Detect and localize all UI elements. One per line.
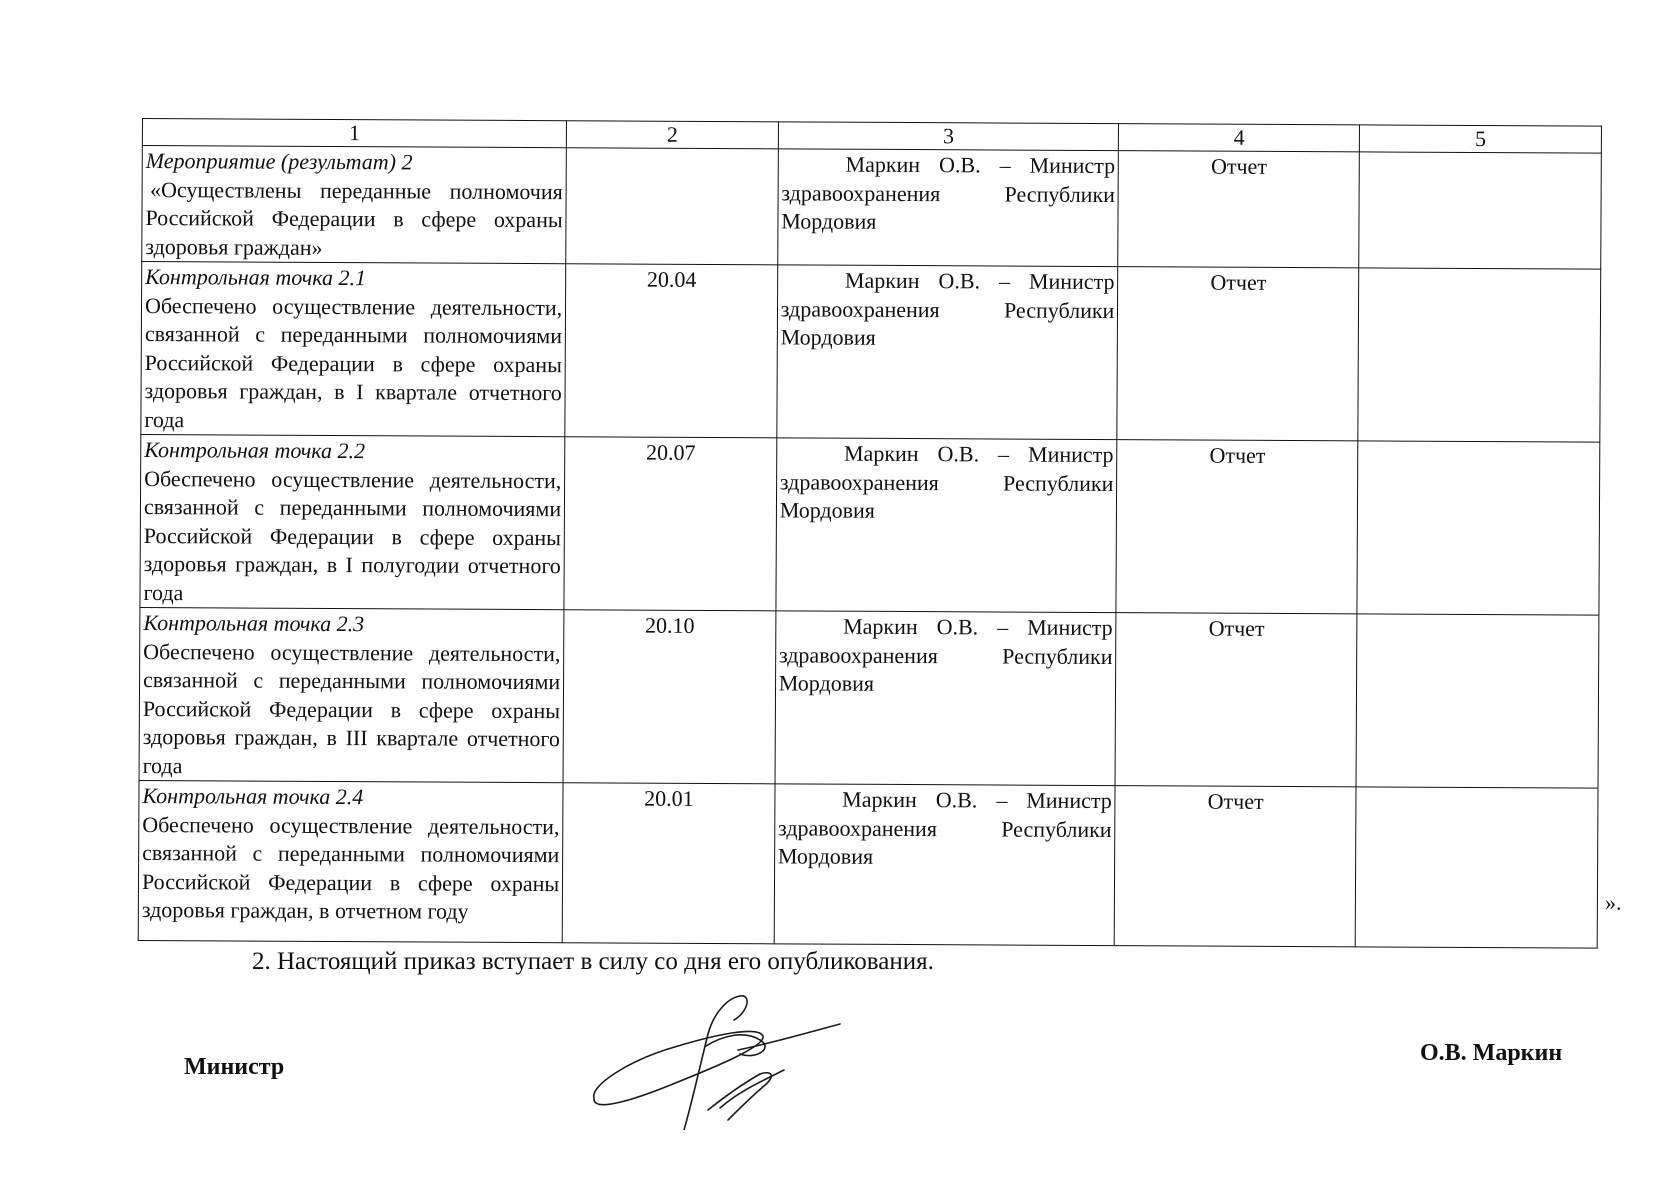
table-row bbox=[142, 146, 1602, 270]
row-description: Обеспечено осуществление деятельности, связанной с переданными полномочиями Российской Федерации в сфере охраны здоровья граждан, в отчетном году bbox=[141, 811, 560, 924]
row-description: «Осуществлены переданные полномочия Российской Федерации в сфере охраны здоровья граждан» bbox=[145, 176, 563, 260]
row-title: Контрольная точка 2.2 bbox=[144, 437, 366, 464]
activity-cell bbox=[140, 434, 565, 609]
row-title: Контрольная точка 2.1 bbox=[145, 264, 367, 291]
row-description: Обеспечено осуществление деятельности, связанной с переданными полномочиями Российской Федерации в сфере охраны здоровья граждан, в I квартале отчетного года bbox=[144, 292, 563, 432]
activity-cell bbox=[138, 780, 563, 942]
empty-cell bbox=[1358, 268, 1601, 442]
responsible-cell bbox=[776, 438, 1117, 613]
report-cell: Отчет bbox=[1115, 786, 1357, 947]
responsible-position: здравоохранения Республики Мордовия bbox=[778, 641, 1113, 696]
signatory-name: О.В. Маркин bbox=[1420, 1040, 1563, 1066]
responsible-cell bbox=[774, 784, 1115, 946]
responsible-name: Маркин О.В. – Министр bbox=[844, 267, 1115, 295]
date-cell: 20.01 bbox=[562, 783, 774, 944]
header-cell: 5 bbox=[1359, 125, 1601, 153]
order-paragraph: 2. Настоящий приказ вступает в силу со дня его опубликования. bbox=[252, 948, 934, 975]
date-cell: 20.07 bbox=[564, 437, 776, 611]
activity-cell bbox=[141, 262, 566, 437]
date-cell bbox=[566, 148, 778, 265]
responsible-position: здравоохранения Республики Мордовия bbox=[779, 468, 1114, 523]
header-cell: 3 bbox=[778, 122, 1119, 151]
responsible-cell bbox=[778, 149, 1119, 267]
responsible-name: Маркин О.В. – Министр bbox=[845, 151, 1116, 179]
responsible-cell bbox=[777, 265, 1118, 440]
empty-cell bbox=[1356, 614, 1599, 788]
report-cell: Отчет bbox=[1117, 267, 1359, 441]
empty-cell bbox=[1355, 787, 1598, 948]
responsible-name: Маркин О.В. – Министр bbox=[842, 786, 1112, 814]
row-description: Обеспечено осуществление деятельности, связанной с переданными полномочиями Российской Федерации в сфере охраны здоровья граждан, в I полугодии отчетного года bbox=[143, 465, 562, 605]
report-cell: Отчет bbox=[1116, 440, 1358, 614]
responsible-name: Маркин О.В. – Министр bbox=[843, 440, 1114, 468]
activity-cell bbox=[142, 146, 567, 264]
table-row bbox=[141, 262, 1601, 443]
responsible-position: здравоохранения Республики Мордовия bbox=[781, 179, 1116, 234]
responsible-position: здравоохранения Республики Мордовия bbox=[780, 295, 1115, 350]
empty-cell bbox=[1357, 441, 1600, 615]
empty-cell bbox=[1359, 152, 1601, 269]
row-title: Контрольная точка 2.3 bbox=[143, 610, 365, 637]
table-row bbox=[140, 434, 1600, 615]
signatory-position: Министр bbox=[184, 1054, 285, 1080]
report-cell: Отчет bbox=[1115, 613, 1357, 787]
activity-cell bbox=[139, 607, 564, 782]
table-row bbox=[139, 607, 1599, 788]
header-cell: 2 bbox=[567, 121, 779, 149]
report-cell: Отчет bbox=[1118, 151, 1359, 268]
header-cell: 4 bbox=[1119, 124, 1360, 152]
plan-table bbox=[138, 118, 1602, 949]
closing-quote: ». bbox=[1605, 890, 1622, 915]
responsible-name: Маркин О.В. – Министр bbox=[843, 613, 1113, 641]
responsible-cell bbox=[775, 611, 1116, 786]
date-cell: 20.10 bbox=[563, 610, 775, 784]
row-title: Мероприятие (результат) 2 bbox=[145, 148, 413, 175]
row-title: Контрольная точка 2.4 bbox=[142, 783, 364, 810]
row-description: Обеспечено осуществление деятельности, связанной с переданными полномочиями Российской Федерации в сфере охраны здоровья граждан, в III квартале отчетного года bbox=[142, 638, 561, 778]
responsible-position: здравоохранения Республики Мордовия bbox=[777, 814, 1112, 869]
date-cell: 20.04 bbox=[565, 264, 777, 438]
table-row bbox=[138, 780, 1598, 948]
header-cell: 1 bbox=[142, 119, 566, 148]
handwritten-signature bbox=[588, 990, 848, 1130]
